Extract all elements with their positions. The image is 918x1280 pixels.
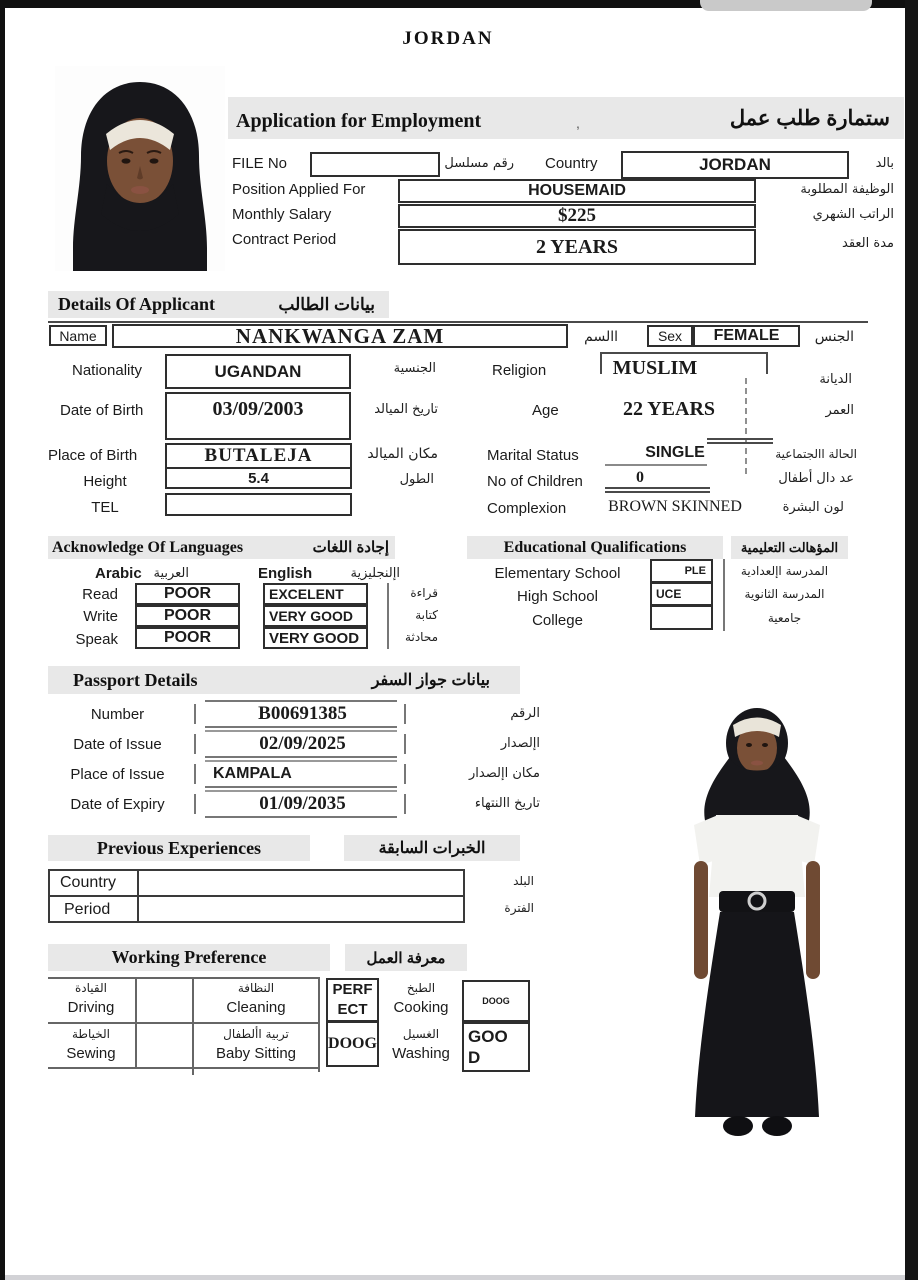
pob-label-ar: مكان الميالد (367, 446, 438, 462)
experience-country-label: Country (60, 874, 117, 891)
form-title-en: Application for Employment (236, 110, 482, 132)
lang-speak-label-ar: محادثة (405, 630, 438, 644)
education-section-bar (467, 536, 723, 559)
edu-highschool-label: High School (517, 588, 598, 605)
name-value: NANKWANGA ZAM (235, 323, 445, 348)
file-no-field (310, 152, 440, 177)
education-title-ar: المؤهالت التعليمية (740, 539, 839, 555)
pob-label: Place of Birth (48, 447, 138, 464)
nationality-field (165, 354, 351, 389)
name-row-topline (48, 321, 868, 323)
sex-label-cell (647, 325, 693, 347)
passport-issue-date-label-ar: اإلصدار (500, 736, 540, 751)
sex-label: Sex (657, 328, 683, 344)
position-label: Position Applied For (232, 181, 366, 198)
contract-field (398, 229, 756, 265)
working-driving-label: Driving (67, 999, 115, 1016)
lang-write-label-ar: كتابة (415, 608, 438, 622)
file-no-label-ar: رقم مسلسل (444, 156, 514, 171)
passport-uline-3b (205, 790, 397, 792)
scrollbar-thumb[interactable] (700, 0, 872, 11)
lang-write-arabic-field (135, 605, 240, 627)
marital-line-1 (707, 438, 773, 440)
experience-section-bar (48, 835, 310, 861)
working-cooking-field (462, 980, 530, 1022)
lang-col-arabic: Arabic (95, 565, 142, 582)
passport-expiry-label: Date of Expiry (70, 796, 165, 813)
form-title-ar: ستمارة طلب عمل (729, 107, 890, 130)
religion-topline (600, 352, 768, 354)
religion-value: MUSLIM (612, 357, 698, 379)
passport-expiry-value: 01/09/2035 (259, 793, 346, 814)
age-value: 22 YEARS (622, 398, 716, 420)
education-section-bar-ar (731, 536, 848, 559)
country-label-ar: بالد (875, 156, 894, 171)
passport-uline-4a (205, 816, 397, 818)
contract-label-ar: مدة العقد (842, 236, 894, 251)
age-label: Age (532, 402, 559, 419)
pob-field (165, 443, 352, 469)
languages-section-bar (48, 536, 395, 559)
religion-tick-right (766, 352, 768, 374)
working-babysitting-label: Baby Sitting (215, 1045, 297, 1062)
working-cleaning-value: PERFECT (332, 980, 373, 1018)
salary-label-ar: الراتب الشهري (812, 207, 894, 222)
working-sewing-label: Sewing (66, 1045, 116, 1062)
passport-vline-l3 (194, 764, 196, 784)
working-washing-value: GOOD (468, 1027, 508, 1068)
experience-row-divider (48, 895, 465, 897)
full-body-photo (640, 685, 875, 1145)
nationality-label-ar: الجنسية (393, 361, 436, 376)
children-label: No of Children (487, 473, 583, 490)
passport-number-label-ar: الرقم (510, 706, 540, 721)
passport-vline-r1 (404, 704, 406, 724)
passport-uline-3a (205, 786, 397, 788)
nationality-value: UGANDAN (214, 361, 302, 381)
edu-highschool-label-ar: المدرسة الثانوية (744, 587, 825, 601)
edu-highschool-field (650, 582, 713, 606)
complexion-label: Complexion (487, 500, 567, 517)
lang-read-english-field (263, 583, 368, 605)
passport-vline-r3 (404, 764, 406, 784)
passport-issue-date-value: 02/09/2025 (259, 733, 346, 754)
working-line-top (48, 977, 318, 979)
lang-read-english-value: EXCELENT (269, 586, 344, 602)
working-cleaning-label-ar: النظافة (237, 981, 275, 995)
country-value: JORDAN (699, 155, 771, 174)
working-line-bottom (48, 1067, 318, 1069)
edu-elementary-label-ar: المدرسة اإلعدادية (740, 564, 829, 578)
working-section-bar (48, 944, 330, 971)
dob-label-ar: تاريخ الميالد (374, 402, 438, 417)
religion-label: Religion (492, 362, 547, 379)
details-title-en: Details Of Applicant (58, 294, 216, 314)
lang-speak-english-value: VERY GOOD (269, 629, 360, 647)
languages-title-ar: إجادة اللغات (312, 539, 389, 556)
name-label-ar: االسم (584, 329, 618, 345)
experience-section-bar-ar (344, 835, 520, 861)
lang-col-english: English (258, 565, 313, 582)
height-label: Height (83, 473, 127, 490)
passport-title-en: Passport Details (73, 669, 198, 690)
complexion-value: BROWN SKINNED (608, 498, 742, 515)
experience-col-divider (137, 869, 139, 923)
marital-label: Marital Status (487, 447, 579, 464)
lang-col-english-ar: اإلنجليزية (350, 566, 400, 581)
page-title: JORDAN (402, 28, 494, 49)
passport-vline-l4 (194, 794, 196, 814)
lang-speak-arabic-value: POOR (163, 629, 212, 646)
passport-issue-place-value: KAMPALA (213, 765, 292, 782)
height-label-ar: الطول (399, 472, 434, 487)
tel-field (165, 493, 352, 516)
lang-read-label: Read (82, 586, 118, 603)
passport-section-bar (48, 666, 520, 694)
lang-write-label: Write (83, 608, 118, 625)
salary-value: $225 (558, 205, 596, 226)
height-value: 5.4 (248, 469, 269, 487)
working-sewing-label-ar: الخياطة (72, 1027, 110, 1041)
frame-bottom-edge (5, 1275, 905, 1280)
working-washing-field (462, 1022, 530, 1072)
marital-underline (605, 464, 707, 466)
lang-col-arabic-ar: العربية (153, 566, 189, 581)
passport-vline-l1 (194, 704, 196, 724)
working-cooking-value: DOOG (482, 996, 510, 1006)
passport-vline-l2 (194, 734, 196, 754)
age-label-ar: العمر (825, 403, 854, 418)
country-field (621, 151, 849, 179)
children-value: 0 (636, 469, 644, 486)
lang-speak-english-field (263, 627, 368, 649)
lang-speak-arabic-field (135, 627, 240, 649)
marital-value: SINGLE (645, 444, 705, 461)
details-section-bar (48, 291, 389, 318)
experience-title-ar: الخبرات السابقة (378, 840, 486, 857)
marital-line-2 (707, 442, 773, 444)
passport-uline-1b (205, 730, 397, 732)
position-value: HOUSEMAID (528, 182, 626, 199)
portrait-photo (55, 66, 225, 271)
lang-speak-label: Speak (75, 631, 118, 648)
height-field (165, 467, 352, 489)
experience-country-label-ar: البلد (513, 874, 534, 888)
nationality-label: Nationality (72, 362, 143, 379)
file-no-label: FILE No (232, 155, 288, 172)
sex-value: FEMALE (713, 327, 780, 344)
edu-college-label-ar: جامعية (767, 611, 802, 625)
passport-issue-place-label: Place of Issue (70, 766, 165, 783)
lang-write-english-value: VERY GOOD (269, 608, 354, 624)
passport-topline (205, 700, 397, 702)
lang-read-arabic-value: POOR (163, 585, 212, 602)
passport-uline-1a (205, 726, 397, 728)
languages-title-en: Acknowledge Of Languages (52, 538, 244, 556)
experience-period-label: Period (64, 901, 111, 918)
passport-number-label: Number (90, 706, 145, 723)
languages-divider (387, 583, 389, 649)
passport-expiry-label-ar: تاريخ االنتهاء (474, 796, 540, 811)
experience-period-label-ar: الفترة (504, 901, 534, 915)
working-babysitting-value: DOOG (328, 1035, 377, 1052)
lang-write-english-field (263, 605, 368, 627)
lang-read-arabic-field (135, 583, 240, 605)
children-line-1 (605, 487, 710, 489)
working-cooking-label-ar: الطبخ (406, 981, 436, 995)
dob-label: Date of Birth (60, 402, 144, 419)
working-vline-2 (192, 977, 194, 1075)
pob-value: BUTALEJA (204, 445, 313, 466)
lang-write-arabic-value: POOR (163, 607, 212, 624)
dob-value: 03/09/2003 (212, 398, 304, 420)
edu-highschool-value: UCE (656, 587, 682, 601)
edu-college-label: College (532, 612, 583, 629)
sex-field (693, 325, 800, 347)
passport-issue-date-label: Date of Issue (73, 736, 162, 753)
children-line-2 (605, 491, 710, 493)
working-washing-label: Washing (392, 1045, 450, 1062)
edu-elementary-value: PLE (684, 565, 706, 577)
dob-field (165, 392, 351, 440)
name-label-cell (49, 325, 107, 346)
lang-read-label-ar: قراءة (410, 586, 438, 600)
passport-vline-r2 (404, 734, 406, 754)
experience-title-en: Previous Experiences (96, 837, 262, 858)
edu-elementary-field (650, 559, 713, 583)
form-title-separator: , (576, 115, 580, 131)
working-driving-label-ar: القيادة (75, 981, 107, 995)
salary-label: Monthly Salary (232, 206, 332, 223)
religion-label-ar: الديانة (819, 372, 852, 387)
education-title-en: Educational Qualifications (503, 538, 687, 556)
working-washing-label-ar: الغسيل (402, 1027, 440, 1041)
details-title-ar: بيانات الطالب (278, 295, 375, 314)
working-title-en: Working Preference (111, 947, 267, 967)
passport-vline-r4 (404, 794, 406, 814)
children-label-ar: عد دال أطفال (778, 471, 854, 486)
country-label: Country (545, 155, 598, 172)
position-field (398, 179, 756, 203)
working-line-mid (48, 1022, 318, 1024)
frame-left-edge (0, 0, 5, 1280)
details-divider-dashed (745, 378, 747, 474)
passport-uline-2b (205, 760, 397, 762)
working-babysitting-label-ar: تربية األطفال (223, 1027, 289, 1041)
passport-uline-2a (205, 756, 397, 758)
position-label-ar: الوظيفة المطلوبة (800, 182, 894, 197)
name-label: Name (59, 327, 97, 344)
working-babysitting-field (326, 1021, 379, 1067)
passport-issue-place-label-ar: مكان اإلصدار (469, 766, 540, 781)
sex-label-ar: الجنس (814, 329, 854, 345)
contract-value: 2 YEARS (535, 235, 619, 258)
working-title-ar: معرفة العمل (366, 949, 446, 967)
working-cooking-label: Cooking (393, 999, 449, 1016)
name-field (112, 324, 568, 348)
passport-number-value: B00691385 (258, 703, 347, 724)
working-vline-1 (135, 977, 137, 1069)
working-cleaning-field (326, 978, 379, 1022)
working-vline-3 (318, 977, 320, 1072)
tel-label: TEL (91, 499, 119, 516)
working-cleaning-label: Cleaning (226, 999, 286, 1016)
education-divider (723, 559, 725, 631)
salary-field (398, 204, 756, 228)
form-header-bar (228, 97, 904, 139)
edu-elementary-label: Elementary School (494, 565, 621, 582)
edu-college-field (650, 605, 713, 630)
passport-title-ar: بيانات جواز السفر (371, 672, 490, 689)
working-section-bar-ar (345, 944, 467, 971)
frame-right-edge (905, 0, 918, 1280)
marital-label-ar: الحالة االجتماعية (775, 447, 857, 461)
complexion-label-ar: لون البشرة (782, 500, 844, 515)
contract-label: Contract Period (232, 231, 337, 248)
